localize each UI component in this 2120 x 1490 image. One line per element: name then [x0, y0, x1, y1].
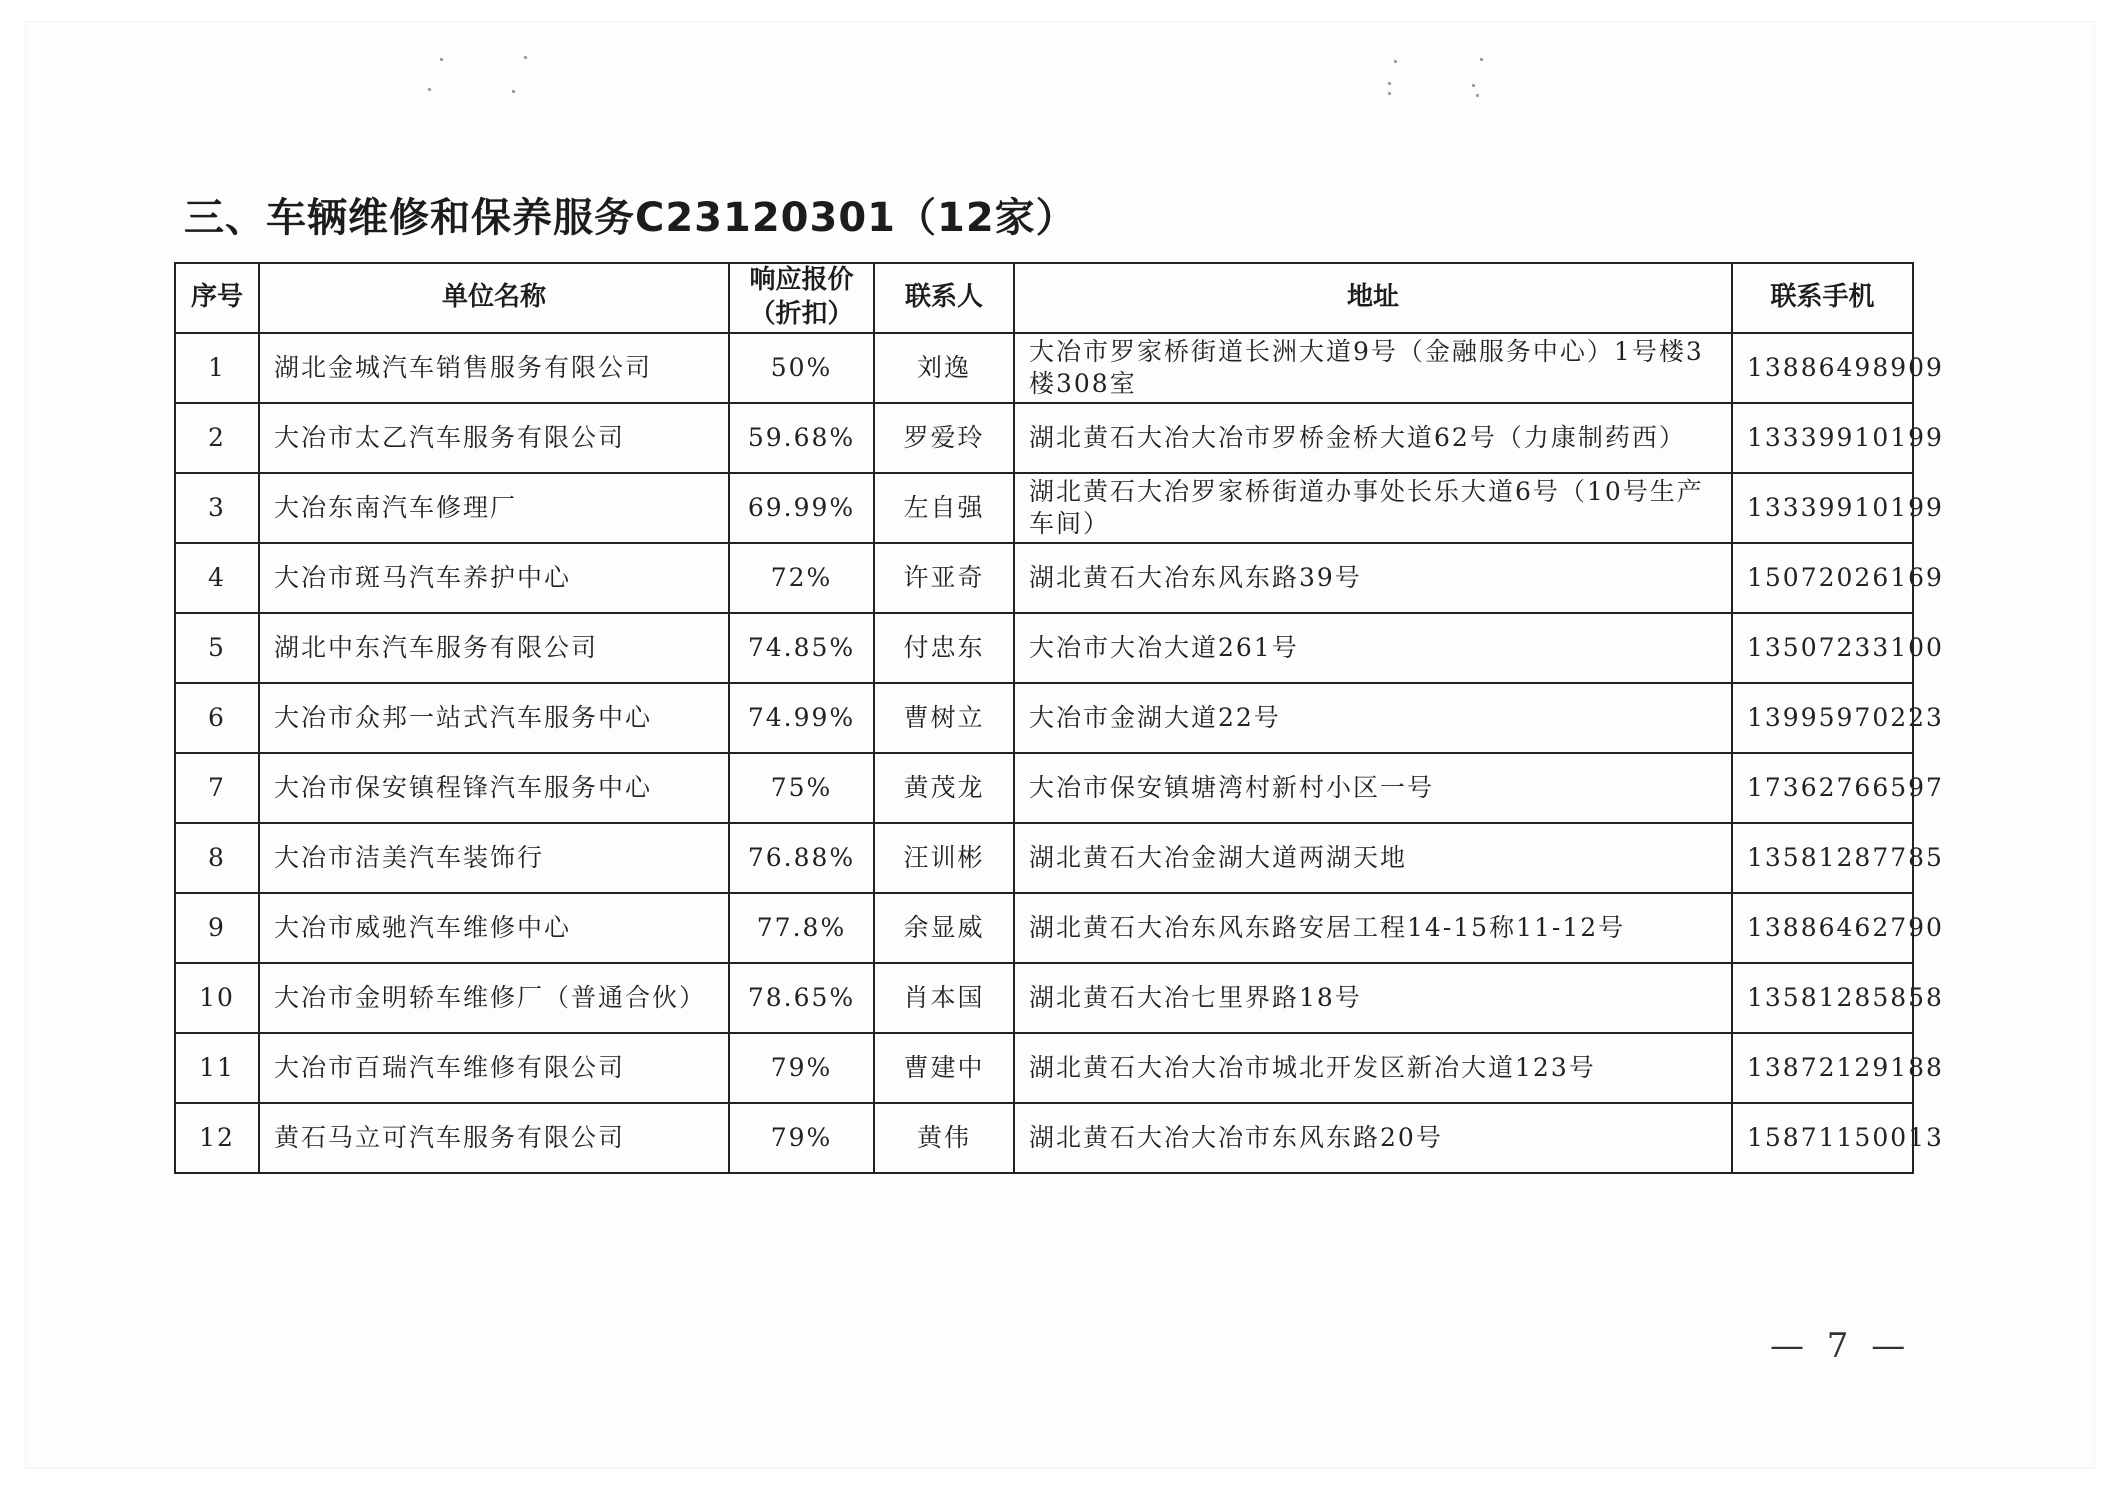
header-phone: 联系手机 [1732, 263, 1913, 333]
cell-name: 大冶市威驰汽车维修中心 [259, 893, 729, 963]
cell-name: 黄石马立可汽车服务有限公司 [259, 1103, 729, 1173]
cell-no: 8 [175, 823, 259, 893]
page-number: — 7 — [1770, 1326, 1912, 1366]
cell-contact: 刘逸 [874, 333, 1014, 403]
cell-address: 湖北黄石大冶大冶市罗桥金桥大道62号（力康制药西） [1014, 403, 1732, 473]
scan-speck [1394, 60, 1397, 63]
cell-address: 湖北黄石大冶东风东路安居工程14-15称11-12号 [1014, 893, 1732, 963]
table-row [175, 473, 1913, 543]
cell-address: 大冶市罗家桥街道长洲大道9号（金融服务中心）1号楼3楼308室 [1014, 333, 1732, 403]
cell-contact: 汪训彬 [874, 823, 1014, 893]
cell-address: 大冶市金湖大道22号 [1014, 683, 1732, 753]
cell-address: 湖北黄石大冶罗家桥街道办事处长乐大道6号（10号生产车间） [1014, 473, 1732, 543]
cell-price: 75% [729, 753, 874, 823]
scan-speck [524, 56, 527, 59]
cell-no: 7 [175, 753, 259, 823]
cell-address: 湖北黄石大冶金湖大道两湖天地 [1014, 823, 1732, 893]
cell-price: 78.65% [729, 963, 874, 1033]
table-row [175, 823, 1913, 893]
cell-address: 大冶市大冶大道261号 [1014, 613, 1732, 683]
cell-name: 大冶市保安镇程锋汽车服务中心 [259, 753, 729, 823]
cell-address: 大冶市保安镇塘湾村新村小区一号 [1014, 753, 1732, 823]
cell-contact: 许亚奇 [874, 543, 1014, 613]
cell-phone: 13581287785 [1732, 823, 1913, 893]
scan-speck [1388, 92, 1391, 95]
cell-phone: 13995970223 [1732, 683, 1913, 753]
cell-name: 大冶市太乙汽车服务有限公司 [259, 403, 729, 473]
table-row [175, 683, 1913, 753]
cell-phone: 15871150013 [1732, 1103, 1913, 1173]
header-price-line2: （折扣） [749, 299, 854, 329]
cell-price: 69.99% [729, 473, 874, 543]
cell-phone: 13886498909 [1732, 333, 1913, 403]
header-price [729, 263, 874, 333]
header-contact: 联系人 [874, 263, 1014, 333]
cell-price: 74.99% [729, 683, 874, 753]
cell-name: 大冶市金明轿车维修厂（普通合伙） [259, 963, 729, 1033]
cell-no: 3 [175, 473, 259, 543]
table-row [175, 753, 1913, 823]
cell-contact: 付忠东 [874, 613, 1014, 683]
scan-speck [512, 90, 515, 93]
cell-name: 湖北中东汽车服务有限公司 [259, 613, 729, 683]
header-address: 地址 [1014, 263, 1732, 333]
table-header-row [175, 263, 1913, 333]
table-row [175, 963, 1913, 1033]
scan-speck [428, 88, 431, 91]
table-row [175, 1103, 1913, 1173]
cell-contact: 肖本国 [874, 963, 1014, 1033]
cell-phone: 13872129188 [1732, 1033, 1913, 1103]
header-no: 序号 [175, 263, 259, 333]
table-row [175, 613, 1913, 683]
table-row [175, 543, 1913, 613]
cell-no: 9 [175, 893, 259, 963]
cell-name: 大冶市百瑞汽车维修有限公司 [259, 1033, 729, 1103]
cell-price: 79% [729, 1033, 874, 1103]
cell-phone: 13339910199 [1732, 473, 1913, 543]
cell-contact: 左自强 [874, 473, 1014, 543]
cell-no: 1 [175, 333, 259, 403]
cell-no: 2 [175, 403, 259, 473]
cell-price: 77.8% [729, 893, 874, 963]
cell-contact: 罗爱玲 [874, 403, 1014, 473]
cell-price: 72% [729, 543, 874, 613]
cell-phone: 13339910199 [1732, 403, 1913, 473]
vendor-table [174, 262, 1944, 1174]
cell-price: 76.88% [729, 823, 874, 893]
cell-name: 大冶市洁美汽车装饰行 [259, 823, 729, 893]
cell-price: 59.68% [729, 403, 874, 473]
cell-name: 大冶市众邦一站式汽车服务中心 [259, 683, 729, 753]
cell-contact: 黄茂龙 [874, 753, 1014, 823]
scan-speck [1388, 82, 1391, 85]
cell-contact: 曹树立 [874, 683, 1014, 753]
cell-contact: 黄伟 [874, 1103, 1014, 1173]
header-name: 单位名称 [259, 263, 729, 333]
cell-address: 湖北黄石大冶东风东路39号 [1014, 543, 1732, 613]
table-row [175, 1033, 1913, 1103]
cell-name: 湖北金城汽车销售服务有限公司 [259, 333, 729, 403]
scan-speck [1472, 84, 1475, 87]
cell-contact: 余显威 [874, 893, 1014, 963]
cell-no: 10 [175, 963, 259, 1033]
cell-no: 4 [175, 543, 259, 613]
cell-address: 湖北黄石大冶大冶市城北开发区新冶大道123号 [1014, 1033, 1732, 1103]
cell-phone: 17362766597 [1732, 753, 1913, 823]
scan-speck [1480, 58, 1483, 61]
cell-no: 5 [175, 613, 259, 683]
cell-price: 50% [729, 333, 874, 403]
cell-no: 12 [175, 1103, 259, 1173]
cell-no: 11 [175, 1033, 259, 1103]
cell-phone: 15072026169 [1732, 543, 1913, 613]
scan-speck [1476, 94, 1479, 97]
cell-phone: 13507233100 [1732, 613, 1913, 683]
cell-no: 6 [175, 683, 259, 753]
cell-price: 74.85% [729, 613, 874, 683]
scan-speck [440, 58, 443, 61]
cell-name: 大冶东南汽车修理厂 [259, 473, 729, 543]
cell-phone: 13886462790 [1732, 893, 1913, 963]
cell-address: 湖北黄石大冶七里界路18号 [1014, 963, 1732, 1033]
cell-price: 79% [729, 1103, 874, 1173]
section-title: 三、车辆维修和保养服务C23120301（12家） [184, 195, 1077, 241]
table-row [175, 893, 1913, 963]
table-row [175, 403, 1913, 473]
table-row [175, 333, 1913, 403]
cell-name: 大冶市斑马汽车养护中心 [259, 543, 729, 613]
header-price-line1: 响应报价 [749, 265, 854, 296]
cell-phone: 13581285858 [1732, 963, 1913, 1033]
cell-contact: 曹建中 [874, 1033, 1014, 1103]
cell-address: 湖北黄石大冶大冶市东风东路20号 [1014, 1103, 1732, 1173]
